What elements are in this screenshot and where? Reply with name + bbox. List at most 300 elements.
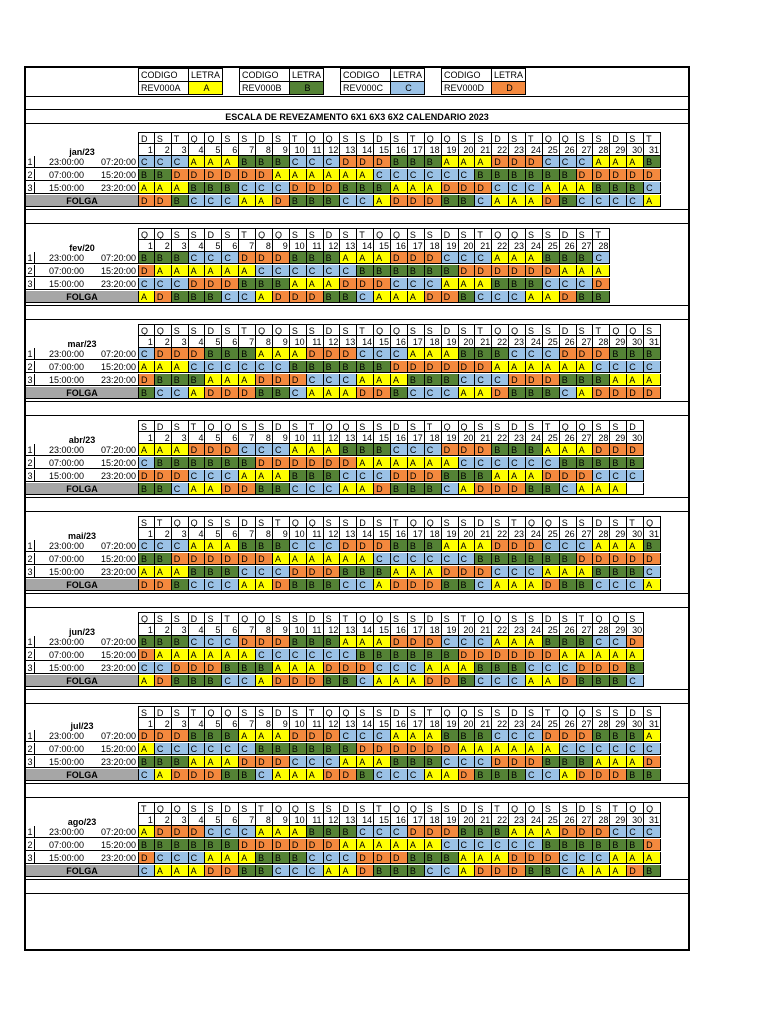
day-number: 11: [307, 814, 324, 826]
day-number: 30: [627, 624, 644, 636]
shift-cell: B: [172, 374, 189, 386]
shift-cell: C: [627, 361, 644, 373]
day-number: 28: [593, 624, 610, 636]
shift-cell: D: [593, 662, 610, 674]
shift-cell: D: [222, 553, 239, 565]
shift-cell: D: [172, 553, 189, 565]
shift-cell: B: [189, 566, 206, 578]
folga-cell: D: [560, 291, 577, 303]
weekday-cell: Q: [374, 612, 391, 624]
shift-cell: A: [189, 265, 206, 277]
folga-cell: B: [577, 579, 594, 591]
shift-cell: A: [593, 756, 610, 768]
day-number: 22: [492, 814, 509, 826]
folga-cell: B: [442, 579, 459, 591]
shift-number: 2: [26, 457, 35, 469]
divider: [26, 511, 688, 512]
shift-cell: A: [290, 169, 307, 181]
shift-cell: D: [442, 743, 459, 755]
weekday-cell: Q: [374, 228, 391, 240]
day-number: 19: [442, 432, 459, 444]
shift-cell: D: [189, 662, 206, 674]
day-number: 28: [593, 432, 610, 444]
shift-cell: D: [442, 826, 459, 838]
shift-cell: D: [459, 361, 476, 373]
weekday-cell: Q: [610, 612, 627, 624]
shift-cell: B: [610, 457, 627, 469]
day-number: 10: [290, 240, 307, 252]
folga-label: FOLGA: [26, 675, 138, 687]
shift-cell: B: [273, 540, 290, 552]
weekday-cell: Q: [324, 132, 341, 144]
weekday-cell: S: [543, 228, 560, 240]
shift-cell: C: [459, 636, 476, 648]
weekday-cell: T: [543, 706, 560, 718]
folga-cell: D: [644, 387, 661, 399]
shift-label: [26, 470, 138, 482]
shift-label: [26, 169, 138, 181]
shift-cell: D: [610, 169, 627, 181]
weekday-cell: T: [138, 802, 155, 814]
legend-letra-label: LETRA: [188, 68, 223, 82]
day-number: 30: [627, 336, 644, 348]
folga-cell: D: [408, 195, 425, 207]
day-number: 15: [374, 336, 391, 348]
shift-cell: C: [189, 361, 206, 373]
shift-cell: A: [239, 730, 256, 742]
weekday-cell: S: [509, 132, 526, 144]
shift-start: 23:00:00: [48, 637, 84, 647]
weekday-cell: T: [374, 802, 391, 814]
folga-cell: C: [610, 579, 627, 591]
shift-cell: B: [256, 278, 273, 290]
shift-cell: B: [307, 361, 324, 373]
shift-cell: B: [138, 553, 155, 565]
folga-cell: A: [526, 291, 543, 303]
day-number: 2: [155, 718, 172, 730]
day-number: 20: [459, 432, 476, 444]
shift-cell: B: [408, 852, 425, 864]
day-number: 27: [577, 528, 594, 540]
shift-cell: A: [543, 743, 560, 755]
folga-cell: B: [459, 195, 476, 207]
day-number: 20: [459, 624, 476, 636]
day-number: 17: [408, 432, 425, 444]
shift-cell: D: [256, 553, 273, 565]
folga-cell: B: [560, 195, 577, 207]
shift-cell: D: [256, 756, 273, 768]
shift-cell: B: [526, 553, 543, 565]
shift-cell: B: [155, 553, 172, 565]
shift-cell: A: [593, 265, 610, 277]
shift-cell: D: [324, 839, 341, 851]
shift-cell: A: [155, 444, 172, 456]
weekday-cell: S: [644, 324, 661, 336]
folga-cell: D: [543, 195, 560, 207]
weekday-cell: Q: [408, 516, 425, 528]
shift-start: 15:00:00: [48, 567, 84, 577]
weekday-cell: S: [324, 802, 341, 814]
shift-cell: A: [459, 540, 476, 552]
folga-cell: B: [340, 291, 357, 303]
weekday-cell: D: [391, 706, 408, 718]
folga-cell: B: [526, 387, 543, 399]
shift-cell: D: [205, 662, 222, 674]
shift-cell: A: [627, 649, 644, 661]
folga-cell: D: [560, 675, 577, 687]
weekday-cell: S: [475, 132, 492, 144]
day-number: 30: [627, 432, 644, 444]
shift-cell: D: [155, 348, 172, 360]
weekday-cell: Q: [374, 324, 391, 336]
weekday-cell: S: [239, 802, 256, 814]
day-number: 31: [644, 814, 661, 826]
shift-label: [26, 566, 138, 578]
legend-code: REV000A: [138, 81, 189, 95]
weekday-cell: T: [492, 802, 509, 814]
shift-cell: B: [627, 839, 644, 851]
folga-cell: C: [475, 195, 492, 207]
folga-cell: C: [526, 769, 543, 781]
shift-cell: C: [340, 265, 357, 277]
folga-cell: C: [442, 865, 459, 877]
weekday-cell: D: [205, 228, 222, 240]
folga-cell: A: [189, 865, 206, 877]
shift-cell: A: [324, 169, 341, 181]
day-number: 2: [155, 814, 172, 826]
folga-cell: C: [475, 579, 492, 591]
day-number: 13: [340, 240, 357, 252]
folga-label: FOLGA: [26, 579, 138, 591]
shift-start: 07:00:00: [48, 170, 84, 180]
day-number: 27: [577, 432, 594, 444]
folga-cell: C: [324, 483, 341, 495]
day-number: 7: [239, 432, 256, 444]
day-number: 24: [526, 336, 543, 348]
day-number: 24: [526, 144, 543, 156]
shift-cell: A: [273, 662, 290, 674]
shift-cell: C: [492, 566, 509, 578]
shift-cell: C: [442, 756, 459, 768]
shift-cell: B: [425, 756, 442, 768]
weekday-cell: T: [425, 420, 442, 432]
weekday-cell: Q: [644, 802, 661, 814]
folga-cell: A: [357, 483, 374, 495]
shift-cell: A: [543, 182, 560, 194]
weekday-cell: S: [408, 324, 425, 336]
day-number: 1: [138, 718, 155, 730]
day-number: 22: [492, 144, 509, 156]
day-number: 9: [273, 624, 290, 636]
weekday-cell: Q: [425, 132, 442, 144]
day-number: 10: [290, 624, 307, 636]
day-number: 8: [256, 624, 273, 636]
shift-cell: D: [256, 839, 273, 851]
day-number: 13: [340, 144, 357, 156]
weekday-cell: S: [560, 802, 577, 814]
shift-end: 07:20:00: [100, 731, 136, 741]
shift-cell: C: [627, 470, 644, 482]
day-number: 21: [475, 144, 492, 156]
day-number: 15: [374, 718, 391, 730]
weekday-cell: D: [475, 516, 492, 528]
weekday-cell: Q: [239, 612, 256, 624]
day-number: 7: [239, 624, 256, 636]
shift-cell: B: [459, 348, 476, 360]
shift-cell: C: [644, 361, 661, 373]
shift-cell: A: [290, 444, 307, 456]
shift-cell: B: [391, 540, 408, 552]
shift-cell: B: [577, 374, 594, 386]
day-number: 11: [307, 432, 324, 444]
shift-cell: B: [475, 826, 492, 838]
shift-cell: B: [475, 348, 492, 360]
shift-cell: C: [256, 444, 273, 456]
shift-cell: C: [256, 265, 273, 277]
day-number: 28: [593, 240, 610, 252]
shift-cell: A: [577, 182, 594, 194]
weekday-cell: S: [509, 612, 526, 624]
folga-cell: B: [155, 483, 172, 495]
shift-cell: B: [307, 252, 324, 264]
shift-cell: C: [273, 566, 290, 578]
weekday-cell: S: [357, 706, 374, 718]
shift-cell: B: [492, 553, 509, 565]
shift-cell: A: [205, 756, 222, 768]
legend-letter: C: [390, 81, 425, 95]
weekday-cell: Q: [273, 324, 290, 336]
folga-cell: C: [442, 483, 459, 495]
shift-end: 07:20:00: [100, 253, 136, 263]
day-number: 2: [155, 432, 172, 444]
shift-start: 07:00:00: [48, 744, 84, 754]
shift-cell: C: [425, 278, 442, 290]
weekday-cell: D: [442, 228, 459, 240]
day-number: 14: [357, 144, 374, 156]
weekday-cell: D: [324, 324, 341, 336]
weekday-cell: S: [357, 420, 374, 432]
shift-cell: C: [222, 470, 239, 482]
folga-cell: A: [577, 865, 594, 877]
shift-cell: D: [324, 182, 341, 194]
folga-cell: C: [290, 865, 307, 877]
shift-cell: A: [155, 361, 172, 373]
folga-cell: B: [256, 483, 273, 495]
shift-cell: A: [205, 540, 222, 552]
shift-cell: A: [374, 374, 391, 386]
shift-cell: D: [155, 730, 172, 742]
shift-cell: A: [138, 826, 155, 838]
folga-cell: B: [627, 769, 644, 781]
folga-cell: D: [425, 579, 442, 591]
weekday-cell: T: [357, 228, 374, 240]
weekday-cell: T: [391, 516, 408, 528]
day-number: 18: [425, 240, 442, 252]
shift-cell: C: [442, 169, 459, 181]
day-number: 1: [138, 528, 155, 540]
shift-cell: B: [391, 156, 408, 168]
shift-cell: A: [307, 662, 324, 674]
shift-cell: C: [442, 636, 459, 648]
shift-number: 2: [26, 553, 35, 565]
shift-cell: B: [475, 730, 492, 742]
weekday-cell: S: [340, 516, 357, 528]
day-number: 18: [425, 718, 442, 730]
legend-letra-label: LETRA: [491, 68, 526, 82]
day-number: 23: [509, 336, 526, 348]
shift-cell: B: [509, 444, 526, 456]
shift-cell: A: [138, 444, 155, 456]
folga-label: FOLGA: [26, 483, 138, 495]
weekday-cell: S: [492, 706, 509, 718]
shift-cell: A: [273, 826, 290, 838]
day-number: 6: [222, 528, 239, 540]
shift-cell: B: [273, 852, 290, 864]
shift-number: 3: [26, 756, 35, 768]
divider: [26, 879, 688, 880]
shift-cell: A: [391, 182, 408, 194]
divider: [26, 689, 688, 690]
shift-cell: B: [593, 566, 610, 578]
shift-cell: A: [627, 852, 644, 864]
shift-cell: C: [543, 156, 560, 168]
day-number: 2: [155, 528, 172, 540]
shift-cell: C: [526, 348, 543, 360]
shift-cell: C: [138, 457, 155, 469]
folga-cell: D: [442, 675, 459, 687]
shift-cell: C: [324, 156, 341, 168]
shift-cell: C: [256, 649, 273, 661]
day-number: 10: [290, 336, 307, 348]
shift-cell: B: [222, 730, 239, 742]
day-number: 25: [543, 814, 560, 826]
folga-cell: D: [391, 579, 408, 591]
shift-cell: A: [560, 182, 577, 194]
folga-cell: C: [172, 483, 189, 495]
shift-cell: D: [543, 374, 560, 386]
shift-cell: A: [357, 252, 374, 264]
shift-cell: A: [560, 361, 577, 373]
shift-cell: D: [391, 470, 408, 482]
day-number: 25: [543, 624, 560, 636]
day-number: 2: [155, 144, 172, 156]
shift-cell: D: [543, 730, 560, 742]
day-number: 3: [172, 814, 189, 826]
shift-label: [26, 743, 138, 755]
shift-cell: D: [324, 348, 341, 360]
folga-cell: C: [290, 483, 307, 495]
shift-cell: D: [374, 743, 391, 755]
day-number: 4: [189, 336, 206, 348]
shift-cell: A: [138, 743, 155, 755]
shift-cell: A: [610, 540, 627, 552]
weekday-cell: D: [509, 706, 526, 718]
shift-cell: A: [492, 743, 509, 755]
shift-cell: A: [425, 566, 442, 578]
shift-cell: B: [357, 182, 374, 194]
weekday-cell: Q: [492, 324, 509, 336]
shift-cell: A: [509, 252, 526, 264]
shift-end: 23:20:00: [100, 375, 136, 385]
folga-cell: D: [222, 865, 239, 877]
shift-cell: D: [273, 374, 290, 386]
shift-cell: A: [560, 265, 577, 277]
day-number: 24: [526, 240, 543, 252]
shift-cell: D: [138, 265, 155, 277]
shift-cell: D: [577, 470, 594, 482]
folga-cell: B: [205, 675, 222, 687]
weekday-cell: Q: [172, 516, 189, 528]
shift-cell: D: [273, 252, 290, 264]
shift-cell: B: [425, 265, 442, 277]
folga-cell: D: [239, 387, 256, 399]
shift-cell: D: [273, 457, 290, 469]
shift-cell: C: [475, 839, 492, 851]
shift-cell: D: [189, 826, 206, 838]
folga-cell: B: [222, 769, 239, 781]
day-number: 23: [509, 432, 526, 444]
folga-cell: D: [374, 483, 391, 495]
shift-cell: D: [391, 743, 408, 755]
folga-cell: C: [205, 579, 222, 591]
day-number: 16: [391, 624, 408, 636]
shift-cell: B: [509, 278, 526, 290]
weekday-cell: Q: [526, 516, 543, 528]
weekday-cell: S: [560, 516, 577, 528]
day-number: 22: [492, 624, 509, 636]
shift-cell: A: [408, 566, 425, 578]
weekday-cell: T: [509, 516, 526, 528]
folga-cell: D: [543, 579, 560, 591]
weekday-cell: T: [425, 706, 442, 718]
month-name: mai/23: [67, 531, 97, 541]
folga-cell: C: [560, 387, 577, 399]
shift-cell: C: [459, 457, 476, 469]
shift-cell: D: [374, 540, 391, 552]
day-number: 16: [391, 528, 408, 540]
shift-cell: A: [290, 553, 307, 565]
shift-cell: D: [610, 553, 627, 565]
shift-cell: A: [425, 348, 442, 360]
weekday-cell: S: [577, 228, 594, 240]
day-number: 20: [459, 144, 476, 156]
shift-cell: C: [610, 470, 627, 482]
shift-cell: B: [459, 470, 476, 482]
weekday-cell: Q: [391, 228, 408, 240]
shift-cell: B: [374, 361, 391, 373]
shift-cell: C: [610, 361, 627, 373]
shift-cell: C: [475, 252, 492, 264]
shift-label: [26, 265, 138, 277]
shift-cell: D: [593, 444, 610, 456]
shift-cell: A: [374, 839, 391, 851]
shift-cell: A: [273, 553, 290, 565]
month-name: jun/23: [68, 627, 95, 637]
weekday-cell: S: [222, 324, 239, 336]
legend-code: REV000C: [340, 81, 391, 95]
shift-cell: D: [509, 852, 526, 864]
shift-cell: D: [543, 649, 560, 661]
shift-cell: A: [357, 756, 374, 768]
shift-cell: A: [442, 662, 459, 674]
day-number: 30: [627, 528, 644, 540]
shift-cell: C: [324, 374, 341, 386]
divider: [26, 415, 688, 416]
shift-cell: D: [307, 348, 324, 360]
shift-cell: B: [610, 730, 627, 742]
shift-start: 23:00:00: [48, 827, 84, 837]
month-name: jul/23: [70, 721, 94, 731]
